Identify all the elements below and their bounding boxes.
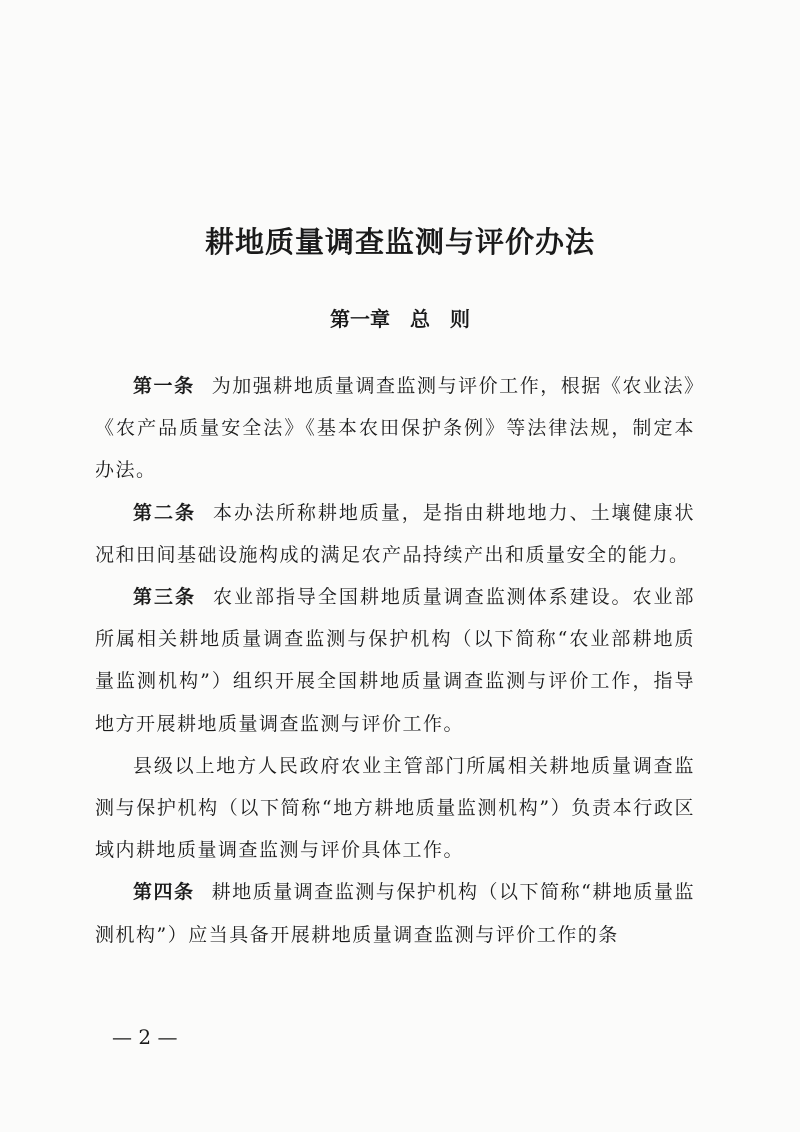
- chapter-heading: 第一章 总 则: [330, 307, 470, 331]
- paragraph-article-4: [95, 871, 695, 955]
- paragraph-article-3: [95, 576, 695, 745]
- document-body: [95, 365, 695, 956]
- paragraph-text: 本办法所称耕地质量，是指由耕地地力、土壤健康状况和田间基础设施构成的满足农产品持续产出和质量安全的能力。: [95, 501, 695, 566]
- article-label: 第四条: [133, 881, 195, 904]
- page-number: — 2 —: [112, 1025, 178, 1049]
- paragraph-text: 耕地质量调查监测与保护机构（以下简称“耕地质量监测机构”）应当具备开展耕地质量调查监测与评价工作的条: [95, 881, 695, 946]
- paragraph-article-2: [95, 492, 695, 576]
- article-label: 第一条: [133, 375, 195, 397]
- paragraph-text: 为加强耕地质量调查监测与评价工作，根据《农业法》《农产品质量安全法》《基本农田保护条例》等法律法规，制定本办法。: [95, 375, 695, 482]
- document-title: 耕地质量调查监测与评价办法: [204, 225, 595, 259]
- paragraph-text: 县级以上地方人民政府农业主管部门所属相关耕地质量调查监测与保护机构（以下简称“地方耕地质量监测机构”）负责本行政区域内耕地质量调查监测与评价具体工作。: [95, 754, 695, 862]
- article-label: 第三条: [133, 586, 196, 609]
- paragraph-article-3-cont: [95, 745, 695, 872]
- article-label: 第二条: [133, 501, 196, 524]
- paragraph-article-1: [95, 365, 695, 492]
- paragraph-text: 农业部指导全国耕地质量调查监测体系建设。农业部所属相关耕地质量调查监测与保护机构（以下简称“农业部耕地质量监测机构”）组织开展全国耕地质量调查监测与评价工作，指导地方开展耕地质量调查监测与评价工作。: [95, 586, 695, 735]
